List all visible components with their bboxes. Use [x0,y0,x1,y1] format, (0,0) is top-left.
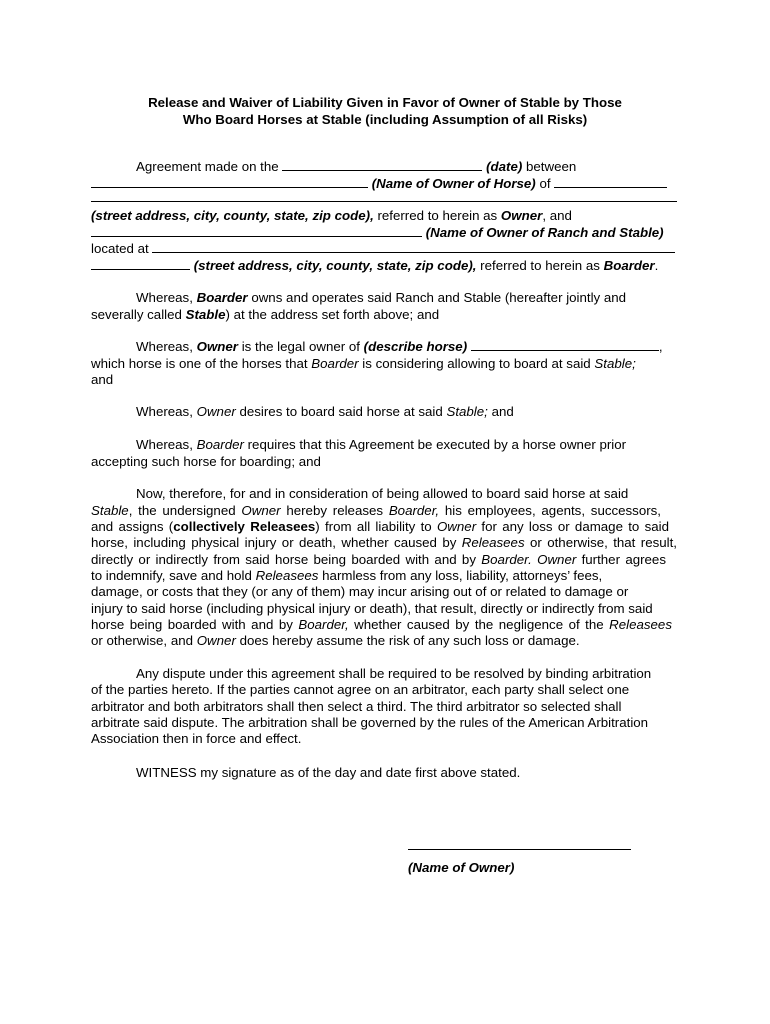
ranch-owner-blank[interactable] [91,225,422,237]
document-title-line-2: Who Board Horses at Stable (including Assumption of all Risks) [182,112,588,127]
owner-of-horse-blank[interactable] [91,176,368,188]
owner-address-blank-2[interactable] [91,190,677,202]
ranch-address-blank-1[interactable] [152,241,675,253]
signature-line[interactable] [408,849,631,850]
now-line-1: Now, therefore, for and in consideration of being allowed to board said horse at said [136,486,629,501]
owner-address-blank-1[interactable] [554,176,667,188]
whereas-3-line-1: Whereas, Owner desires to board said horse at said Stable; and [136,404,514,419]
whereas-2-line-1: Whereas, Owner is the legal owner of (describe horse) , [136,339,663,354]
now-line-4: horse, including physical injury or death, whether caused by Releasees or otherwise, that result, [91,535,677,550]
dispute-line-4: arbitrate said dispute. The arbitration shall be governed by the rules of the American Arbitration [91,715,649,730]
now-line-5: directly or indirectly from said horse being boarded with and by Boarder. Owner further agrees [91,552,666,567]
dispute-line-3: arbitrator and both arbitrators shall then select a third. The third arbitrator so selected shall [91,699,622,714]
witness-statement: WITNESS my signature as of the day and date first above stated. [136,765,521,780]
document-title-line-1: Release and Waiver of Liability Given in Favor of Owner of Stable by Those [148,95,622,110]
signature-label: (Name of Owner) [408,860,515,875]
now-line-9: horse being boarded with and by Boarder, whether caused by the negligence of the Releasees [91,617,672,632]
agreement-line-6: located at [91,241,679,257]
whereas-1-line-2: severally called Stable) at the address set forth above; and [91,307,440,322]
agreement-line-7: (street address, city, county, state, zip code), referred to herein as Boarder. [91,258,679,274]
agreement-line-3 [91,190,679,206]
whereas-4-line-2: accepting such horse for boarding; and [91,454,321,469]
agreement-line-1: Agreement made on the (date) between [136,159,577,174]
describe-horse-blank[interactable] [471,339,659,351]
now-line-7: damage, or costs that they (or any of them) may incur arising out of or related to damage or [91,584,629,599]
whereas-1-line-1: Whereas, Boarder owns and operates said Ranch and Stable (hereafter jointly and [136,290,627,305]
dispute-line-5: Association then in force and effect. [91,731,302,746]
now-line-2: Stable, the undersigned Owner hereby releases Boarder, his employees, agents, successors, [91,503,661,518]
agreement-line-5: (Name of Owner of Ranch and Stable) [91,225,679,241]
date-blank[interactable] [282,159,482,171]
now-line-10: or otherwise, and Owner does hereby assume the risk of any such loss or damage. [91,633,580,648]
now-line-8: injury to said horse (including physical injury or death), that result, directly or indirectly from said [91,601,653,616]
now-line-6: to indemnify, save and hold Releasees harmless from any loss, liability, attorneys’ fees, [91,568,603,583]
whereas-4-line-1: Whereas, Boarder requires that this Agreement be executed by a horse owner prior [136,437,627,452]
dispute-line-2: of the parties hereto. If the parties cannot agree on an arbitrator, each party shall select one [91,682,630,697]
ranch-address-blank-2[interactable] [91,258,190,270]
whereas-2-line-2: which horse is one of the horses that Boarder is considering allowing to board at said Stable; [91,356,636,371]
agreement-line-4: (street address, city, county, state, zip code), referred to herein as Owner, and [91,208,572,223]
now-line-3: and assigns (collectively Releasees) from all liability to Owner for any loss or damage to said [91,519,669,534]
whereas-2-line-3: and [91,372,114,387]
dispute-line-1: Any dispute under this agreement shall be required to be resolved by binding arbitration [136,666,652,681]
agreement-line-2: (Name of Owner of Horse) of [91,176,679,192]
